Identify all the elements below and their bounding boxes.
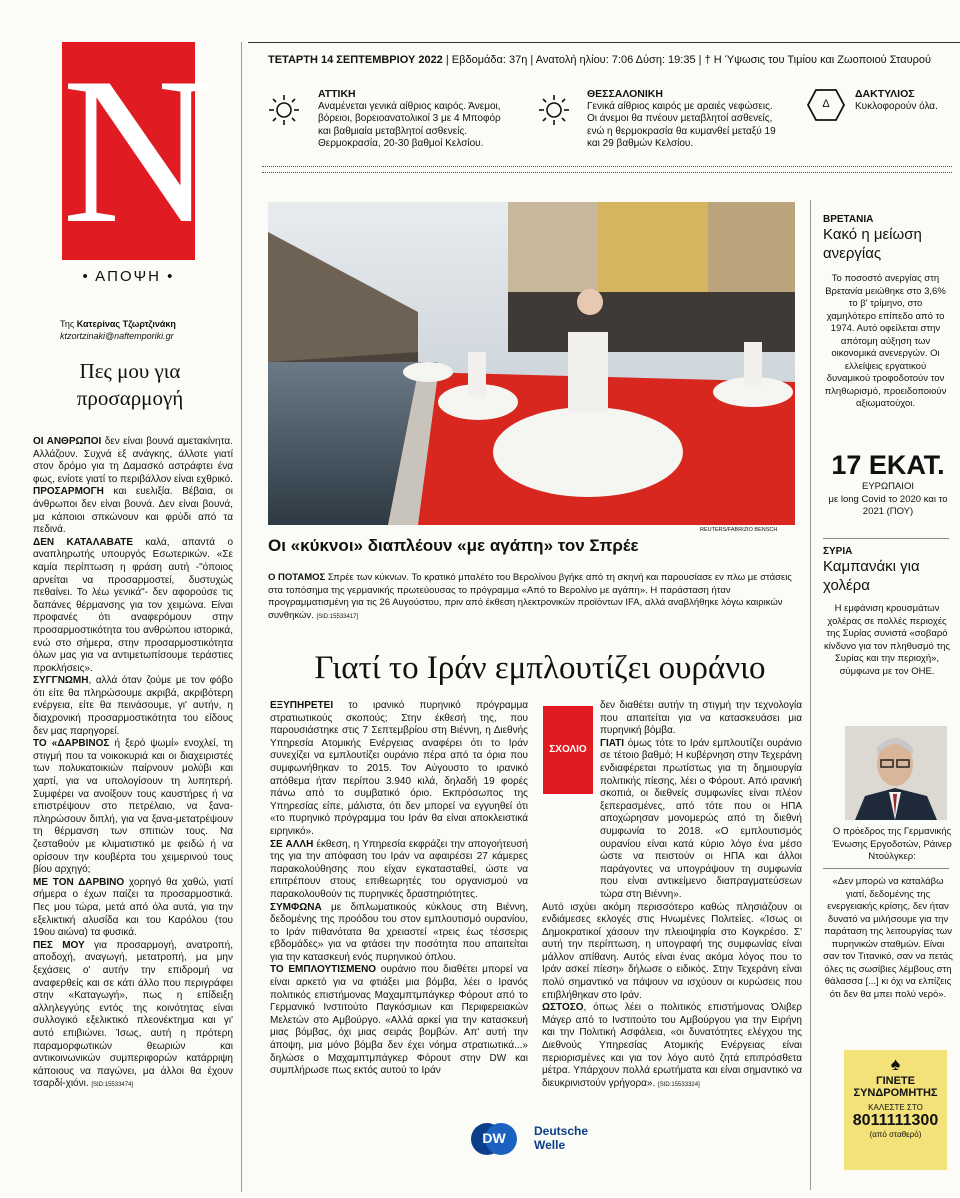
byline-prefix: Της — [60, 319, 77, 329]
paragraph-text: καλά, απαντά ο αναπληρωτής υπουργός Εσωτερικών. «Σε καμία περίπτωση η φράση αυτή -"όποιος αρνείται να προσαρμοστεί, δυστυχώς πεθαίνει. Το λέω γενικά"- δεν αφορούσε τις δαπάνες θέρμανσης για τον χειμώνα. Είναι προφανές ότι αναφερόμουν στην προσαρμοστικότητα του ανθρώπου ιστορικά, ενώ στο σήμερα, στην προσαρμοστικότητα όλων μας για να αντιμετωπίσουμε τεράστιες προκλήσεις». — [33, 536, 234, 674]
photo-caption — [268, 572, 798, 623]
comment-label: ΣΧΟΛΙΟ — [549, 744, 587, 755]
sidebar-divider — [810, 200, 811, 1190]
sun-icon — [266, 90, 302, 131]
sid-code: [SID:15533474] — [91, 1082, 134, 1089]
paragraph-text: δεν είναι βουνά αμετακίνητα. Αλλάζουν. Συχνά εξ ανάγκης, άλλοτε γιατί στον δρόμο για τη Δαμασκό αστράφτει ένα φως, ενίοτε γιατί το περιβάλλον είναι εχθρικό. — [33, 436, 233, 485]
section-label: • ΑΠΟΨΗ • — [82, 268, 175, 285]
dw-mark: DW — [482, 1130, 506, 1146]
paragraph — [33, 537, 233, 676]
paragraph-lead: ΣΥΓΓΝΩΜΗ — [33, 675, 89, 687]
dw-name: Deutsche Welle — [534, 1124, 589, 1152]
weather-attica — [318, 88, 508, 151]
ring-road-icon — [806, 88, 846, 122]
paragraph — [600, 738, 802, 902]
sidebar-britain — [823, 214, 948, 411]
stat-value: 17 ΕΚΑΤ. — [831, 450, 945, 480]
weather-ring-road — [855, 88, 955, 113]
date: ΤΕΤΑΡΤΗ 14 ΣΕΠΤΕΜΒΡΙΟΥ 2022 — [268, 54, 443, 66]
britain-title: Κακό η μείωση ανεργίας — [823, 226, 922, 262]
paragraph-lead: ΤΟ ΕΜΠΛΟΥΤΙΣΜΕΝΟ — [270, 964, 377, 976]
subscribe-phone[interactable]: 8011111300 — [852, 1112, 939, 1129]
paragraph-lead: ΣΥΜΦΩΝΑ — [270, 901, 322, 913]
photo-credit: REUTERS/FABRIZIO BENSCH — [700, 527, 778, 533]
paragraph-text: με διπλωματικούς κύκλους στη Βιέννη, δεδομένης της προόδου του στον εμπλουτισμό ουρανίου, το Ιράν πιθανότατα θα χρειαστεί «τρεις έως τέσσερις εβδομάδες» για να φτάσει την ποσότητα που απαιτείται για την κατασκευή ενός πυρηνικού όπλου. — [270, 901, 528, 963]
dotted-separator — [262, 166, 952, 173]
ring-road-badge: Δ — [822, 98, 830, 110]
quote-text: «Δεν μπορώ να καταλάβω γιατί, δεδομένης της ενεργειακής κρίσης, δεν ήταν δυνατό να μιλήσουμε για την παράταση της λειτουργίας των πυρηνικών σταθμών. Είναι σαν τον Τιτανικό, σαν να πετάς όλες τις σωσίβιες λέμβους στη θάλασσα [...] κι όχι να ελπίζεις ότι δεν θα μπει πολύ νερό». — [823, 876, 953, 1000]
paragraph — [33, 436, 233, 486]
sidebar-syria — [823, 546, 951, 678]
paragraph-text: δεν διαθέτει αυτήν τη στιγμή την τεχνολογία που απαιτείται για να κατασκευάσει μια πυρηνική βόμβα. — [600, 700, 802, 737]
syria-text: Η εμφάνιση κρουσμάτων χολέρας σε πολλές περιοχές της Συρίας συνιστά «σοβαρό κίνδυνο για τον πληθυσμό της Συρίας και την περιοχή», σύμφωνα με τον ΟΗΕ. — [824, 603, 950, 677]
paragraph-text: , αλλά όταν ζούμε με τον φόβο ότι είτε θα πληρώσουμε ακριβά, ακριβότερη ενέργεια, είτε θα πεινάσουμε, γι' αυτήν, η διαχρονική προσαρμοστικότητα του είδους δεν μας παρηγορεί. — [33, 675, 233, 737]
paragraph — [542, 902, 802, 1003]
ballet-photo — [268, 202, 795, 525]
paragraph-text: ή ξερό ψωμί» ενοχλεί, τη στιγμή που τα νοικοκυριά και οι διαχειριστές των πολυκατοικιών παίρνουν μολύβι και χαρτί, για να υπολογίσουν τη λυπητερή. Συμφέρει να ανοίξουν τους καυστήρες ή να επιστρέψουν στο πετρέλαιο, να ξανα-πληρώσουν διπλή, για να ξανα-μετατρέψουν τη θέρμανση των σπιτιών τους. Να ζεσταθούν με κλιματιστικό με φειδώ ή να ορίσουν την κουβέρτα του χειμερινού τους βίου αρχηγό; — [33, 738, 233, 876]
syria-title: Καμπανάκι για χολέρα — [823, 558, 920, 594]
weather-thessaloniki — [587, 88, 783, 151]
feast-day: † Η Ύψωσις του Τιμίου και Ζωοποιού Σταυρού — [704, 54, 931, 66]
paragraph — [270, 700, 528, 839]
subscribe-call: ΚΑΛΕΣΤΕ ΣΤΟ — [868, 1103, 923, 1112]
opinion-body — [33, 436, 233, 1092]
caption-text: Σπρέε των κύκνων. Το κρατικό μπαλέτο του Βερολίνου βγήκε από τη σκηνή και παρουσίασε εν πλω με στάσεις στα τοπόσημα της γερμανικής πρωτεύουσας το πρόγραμμα «Από το Βερολίνο με αγάπη». Η παράσταση ήταν προγραμματισμένη για τις 26 Αυγούστου, πριν από έκθεση ηλεκτρονικών προϊόντων IFA, αλλά αναβλήθηκε λόγω καιρικών συνθηκών. — [268, 572, 792, 621]
sid-code: [SID:15533324] — [658, 1081, 700, 1088]
logo-letter: N — [62, 35, 214, 267]
paragraph-lead: ΩΣΤΟΣΟ — [542, 1002, 584, 1014]
sunrise-sunset: Ανατολή ηλίου: 7:06 Δύση: 19:35 — [535, 54, 696, 66]
dateline: ΤΕΤΑΡΤΗ 14 ΣΕΠΤΕΜΒΡΙΟΥ 2022 | Εβδομάδα: 37η | Ανατολή ηλίου: 7:06 Δύση: 19:35 | † Η Ύψωσις του Τιμίου και Ζωοποιού Σταυρού — [268, 54, 931, 66]
reader-icon: ♠ — [890, 1054, 901, 1074]
paragraph — [33, 675, 233, 738]
paragraph-lead: ΠΕΣ ΜΟΥ — [33, 939, 85, 951]
sidebar-rule — [823, 868, 949, 869]
britain-text: Το ποσοστό ανεργίας στη Βρετανία μειώθηκε στο 3,6% το β' τρίμηνο, στο χαμηλότερο επίπεδο από το 1974. Αυτό οφείλεται στην απότομη αύξηση των οικονομικά ανενεργών. Οι ελλείψεις εργατικού δυναμικού τροφοδοτούν τον πληθωρισμό, προειδοποιούν αξιωματούχοι. — [824, 273, 947, 409]
paragraph — [270, 902, 528, 965]
paragraph — [33, 738, 233, 877]
paragraph-text: όμως τότε το Ιράν εμπλουτίζει ουράνιο σε τέτοιο βαθμό; Η κυβέρνηση στην Τεχεράνη ενδιαφέρεται πρωτίστως για τη δημιουργία πολιτικής πίεσης, λέει ο Φόρουτ. Από ιρανική σκοπιά, οι διεθνείς συμφωνίες είναι πλέον ξεπερασμένες, από τότε που οι ΗΠΑ αποχώρησαν μονομερώς από τη διεθνή συμφωνία το 2018. «Ο εμπλουτισμός ουρανίου είναι κατά κύριο λόγο ένα μέσο ώστε να πειστούν οι ΗΠΑ και άλλοι παράγοντες να υπογράψουν τη συμφωνία που είναι αντικείμενο διαπραγματεύσεων τώρα στη Βιέννη». — [600, 737, 802, 900]
paragraph-lead: ΜΕ ΤΟΝ ΔΑΡΒΙΝΟ — [33, 876, 125, 888]
paragraph-text: , όπως λέει ο πολιτικός επιστήμονας Όλιβερ Μάγερ από το Ινστιτούτο του Αμβούργου για την Ειρήνη και την Πολιτική Ασφάλεια, «οι δυνατότητες ελέγχου της Διεθνούς Υπηρεσίας Ατομικής Ενέργειας είναι περιορισμένες και για τον λόγο αυτό ζητά επιπρόσθετα μέτρα. Υπάρχουν πολλά ερωτήματα και είναι σημαντικό να διευκρινιστούν γρήγορα». — [542, 1002, 802, 1089]
quote-attribution: Ο πρόεδρος της Γερμανικής Ένωσης Εργοδοτών, Ράινερ Ντούλγκερ: — [832, 826, 952, 862]
paragraph — [33, 877, 233, 940]
dw-logo — [470, 1122, 589, 1161]
paragraph-lead: ΓΙΑΤΙ — [600, 737, 625, 749]
sidebar-rule — [823, 538, 949, 539]
caption-lead: Ο ΠΟΤΑΜΟΣ — [268, 572, 326, 583]
article-column-2 — [542, 700, 802, 1091]
paragraph — [270, 964, 528, 1077]
sun-icon — [536, 90, 572, 131]
weather-text: Γενικά αίθριος καιρός με αραιές νεφώσεις. Οι άνεμοι θα πνέουν μεταβλητοί ασθενείς, ενώ η θερμοκρασία θα κυμανθεί μεταξύ 19 και 29 βαθμών Κελσίου. — [587, 100, 776, 149]
paragraph-lead: ΣΕ ΑΛΛΗ — [270, 838, 314, 850]
opinion-title: Πες μου για προσαρμογή — [76, 359, 184, 410]
paragraph — [33, 940, 233, 1092]
paragraph — [270, 839, 528, 902]
paragraph-text: Αυτό ισχύει ακόμη περισσότερο καθώς πλησιάζουν οι ενδιάμεσες εκλογές στις Ηνωμένες Πολιτείες. «Ίσως οι Δημοκρατικοί χάσουν την πλειοψηφία στο Κογκρέσο. Σ' αυτή την περίπτωση, η υπογραφή της συμφωνίας είναι μάλλον απίθανη. Αυτός είναι ένας ακόμα λόγος που το Ιράν ασκεί πίεση» δήλωσε ο ειδικός. Στην Τεχεράνη είναι πολύ σημαντικό να πάψουν να ισχύουν οι κυρώσεις που επιβλήθηκαν στο Ιράν. — [542, 901, 802, 1001]
newspaper-logo — [62, 35, 214, 267]
header-rule — [248, 42, 960, 43]
sidebar-stat — [823, 450, 953, 519]
paragraph-lead: ΟΙ ΑΝΘΡΩΠΟΙ — [33, 436, 102, 447]
paragraph-text: και ευελιξία. Βέβαια, οι άνθρωποι δεν είναι βουνά. Δεν είναι βουνά, μα κάποιοι σπκώνουν και φρύδι από τα πεδινά. — [33, 486, 233, 536]
author-email[interactable]: ktzortzinaki@naftemporiki.gr — [60, 331, 174, 341]
article-column-1 — [270, 700, 528, 1078]
weather-city: ΔΑΚΤΥΛΙΟΣ — [855, 88, 915, 100]
week-number: Εβδομάδα: 37η — [451, 54, 528, 66]
portrait-photo — [845, 726, 947, 820]
paragraph-text: έκθεση, η Υπηρεσία εκφράζει την απογοήτευσή της για την απόφαση του Ιράν να αφαιρέσει 27 κάμερες παρακολούθησης που είχαν εγκατασταθεί, ώστε να επιτρέπουν στους επιθεωρητές του οργανισμού να παρακολουθούν τις πυρηνικές δραστηριότητες. — [270, 838, 528, 900]
paragraph-text: για προσαρμογή, ανατροπή, αποδοχή, αναγωγή, μετατροπή, μα μην ξεχάσεις ο' αυτήν την επιδρομή να αναφερθείς και σε κάτι άλλο που περιγράφει στην «Καταγωγή», πως η επίδειξη αλληλεγγύης εντός της κοινότητας είναι συλλογικό εξελικτικό πλεονέκτημα και γι' αυτό επιβιώνει. Ίσως, αυτή η πρότερη παραμορφωτικών θεωριών και αντικοινωνικών συμπεριφορών κατάρριψη κάποιους να παγώνει, μα άλλοι θα έχουν τσαρδί-χιόνι. — [33, 939, 233, 1090]
paragraph-lead: ΕΞΥΠΗΡΕΤΕΙ — [270, 700, 334, 711]
column-divider — [241, 42, 242, 1192]
photo-title: Οι «κύκνοι» διαπλέουν «με αγάπη» τον Σπρέε — [268, 536, 639, 555]
stat-label: ΕΥΡΩΠΑΙΟΙ — [862, 481, 914, 492]
byline — [60, 318, 200, 342]
stat-text: με long Covid το 2020 και το 2021 (ΠΟΥ) — [828, 493, 948, 517]
author-name: Κατερίνας Τζωρτζινάκη — [76, 319, 176, 329]
paragraph-text: χορηγό θα χαθώ, γιατί σήμερα ο έχων παίζει τα προσαρμοστικά. Πες μου τώρα, μετά από όλα αυτά, για την εξελικτική αλυσίδα και του Καρόλου (του 19ου αιώνα) τα φυσικά. — [33, 876, 233, 939]
paragraph — [542, 1002, 802, 1091]
weather-text: Κυκλοφορούν όλα. — [855, 100, 938, 112]
paragraph — [600, 700, 802, 738]
paragraph-lead: ΔΕΝ ΚΑΤΑΛΑΒΑΤΕ — [33, 536, 134, 548]
subscribe-title: ΓΙΝΕΤΕ ΣΥΝΔΡΟΜΗΤΗΣ — [853, 1075, 938, 1099]
paragraph-text: το ιρανικό πυρηνικό πρόγραμμα στρατιωτικούς σκοπούς; Στην έκθεσή της, που παρουσιάστηκε στις 7 Σεπτεμβρίου στη Βιέννη, η Διεθνής Υπηρεσία Ατομικής Ενέργειας αναφέρει ότι το Ιράν συνεχίζει να εμπλουτίζει ουράνιο πέρα από τα όρια που συμφωνήθηκαν το 2015. Τον Αύγουστο το ιρανικό απόθεμα ήταν περίπου 3.940 κιλά, δηλαδή 19 φορές πάνω από το συμβατικό όριο. Εκπρόσωπος της Υπηρεσίας είπε, μάλιστα, ότι δεν μπορεί να εγγυηθεί ότι «το πυρηνικό πρόγραμμα του Ιράν θα είναι αποκλειστικά ειρηνικό». — [270, 700, 528, 837]
paragraph-text: ουράνιο που διαθέτει μπορεί να είναι αρκετό για να φτιάξει μια βόμβα, λέει ο Ιρανός πολιτικός επιστήμονας Μαχαμπτμπάγκερ Φόρουτ από το Γερμανικό Ινστιτούτο Παγκόσμιων και Περιφερειακών Μελετών στο Αμβούργο. «Αλλά αρκεί για την κατασκευή μιας βόμβας, όχι μιας σειράς βομβών. Απ' αυτή την άποψη, μια μόνο βόμβα δεν έχει νόημα στρατιωτικά...» δηλώσε ο Μαχαμπτμπάγκερ Φόρουτ στην DW και συμπλήρωσε πως εκτός αυτού το Ιράν — [270, 964, 528, 1077]
subscribe-box[interactable] — [844, 1050, 947, 1170]
britain-kicker: ΒΡΕΤΑΝΙΑ — [823, 214, 874, 225]
weather-city: ΑΤΤΙΚΗ — [318, 88, 356, 100]
subscribe-note: (από σταθερό) — [869, 1130, 922, 1139]
article-title: Γιατί το Ιράν εμπλουτίζει ουράνιο — [314, 650, 766, 686]
caption-sid: [SID:15533417] — [316, 613, 359, 620]
weather-city: ΘΕΣΣΑΛΟΝΙΚΗ — [587, 88, 663, 100]
paragraph-lead: ΠΡΟΣΑΡΜΟΓΗ — [33, 486, 104, 498]
syria-kicker: ΣΥΡΙΑ — [823, 546, 853, 557]
weather-text: Αναμένεται γενικά αίθριος καιρός. Άνεμοι, βόρειοι, βορειοανατολικοί 3 με 4 Μποφόρ και βαθμιαία μεταβλητοί ασθενείς. Θερμοκρασία, 20-30 βαθμοί Κελσίου. — [318, 100, 501, 149]
paragraph-lead: ΤΟ «ΔΑΡΒΙΝΟΣ — [33, 738, 110, 750]
paragraph — [33, 486, 233, 536]
